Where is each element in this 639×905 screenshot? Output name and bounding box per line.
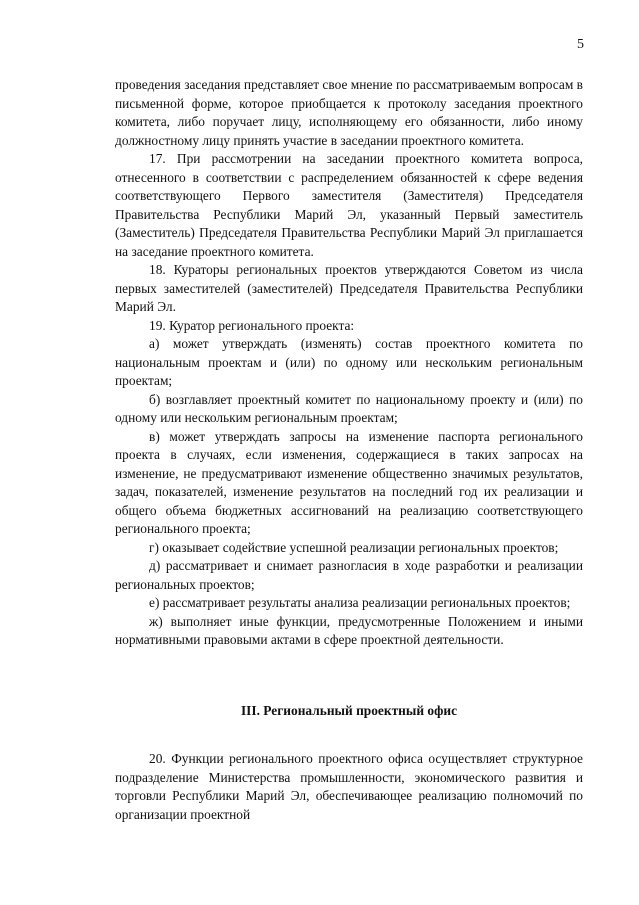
section-heading: III. Региональный проектный офис [240,702,458,718]
document-body [115,76,583,824]
paragraph-17: 17. При рассмотрении на заседании проектного комитета вопроса, отнесенного в соответствии с распределением обязанностей к сфере ведения соответствующего Первого заместителя (Заместителя) Председателя Правительства Республики Марий Эл, указанный Первый заместитель (Заместитель) Председателя Правительства Республики Марий Эл приглашается на заседание проектного комитета. [115,151,583,259]
paragraph-19: 19. Куратор регионального проекта: [149,317,355,333]
paragraph-19-a: а) может утверждать (изменять) состав проектного комитета по национальным проектам и (или) по одному или нескольким региональным проектам; [115,336,583,388]
paragraph-19-g: г) оказывает содействие успешной реализации региональных проектов; [149,539,559,555]
page-number: 5 [577,37,584,52]
paragraph-19-zh: ж) выполняет иные функции, предусмотренные Положением и иными нормативными правовыми актами в сфере проектной деятельности. [115,613,583,647]
paragraph-meeting-opinion: проведения заседания представляет свое мнение по рассматриваемым вопросам в письменной форме, которое приобщается к протоколу заседания проектного комитета, либо поручает лицу, исполняющему его обязанности, либо иному должностному лицу принять участие в заседании проектного комитета. [115,77,583,148]
paragraph-20: 20. Функции регионального проектного офиса осуществляет структурное подразделение Министерства промышленности, экономического развития и торговли Республики Марий Эл, обеспечивающее реализацию полномочий по организации проектной [115,751,583,822]
paragraph-19-e: е) рассматривает результаты анализа реализации региональных проектов; [149,595,571,610]
paragraph-19-d: д) рассматривает и снимает разногласия в ходе разработки и реализации региональных проектов; [115,558,583,592]
paragraph-19-b: б) возглавляет проектный комитет по национальному проекту и (или) по одному или нескольким региональным проектам; [115,391,583,425]
paragraph-19-v: в) может утверждать запросы на изменение паспорта регионального проекта в случаях, если изменения, содержащиеся в таких запросах на изменение, не предусматривают изменение общественно значимых результатов, задач, показателей, изменение результатов на последний год их реализации и общего объема бюджетных ассигнований на реализацию соответствующего регионального проекта; [115,428,583,536]
paragraph-18: 18. Кураторы региональных проектов утверждаются Советом из числа первых заместителей (заместителей) Председателя Правительства Республики Марий Эл. [115,262,583,314]
